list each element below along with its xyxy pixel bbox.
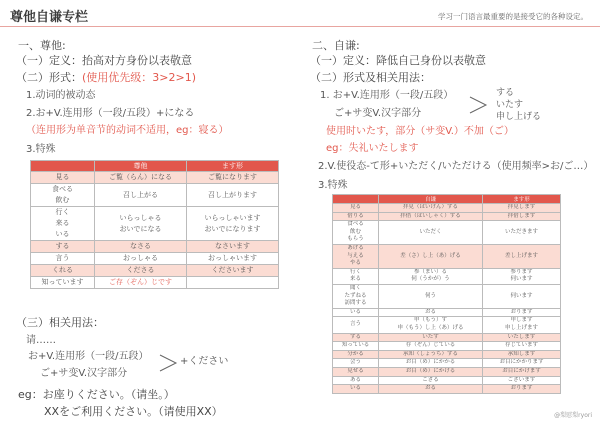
right-item1b: ご+サ变V.汉字部分 <box>334 108 422 119</box>
table-cell <box>187 265 279 277</box>
table-row <box>333 268 561 284</box>
cell-line: 飲む <box>55 196 70 204</box>
cell-line: 見る <box>55 173 70 181</box>
left-usage-heading: （三）相关用法： <box>16 316 104 329</box>
table-cell <box>31 277 95 289</box>
table-cell <box>333 244 379 268</box>
table-row <box>333 350 561 359</box>
cell-line: する <box>55 242 70 250</box>
honorific-table <box>30 160 279 289</box>
page-title: 尊他自谦专栏 <box>10 10 89 25</box>
cell-line: 食べる <box>52 185 73 193</box>
table-row <box>31 241 279 253</box>
cell-line: 食べる <box>347 221 364 228</box>
form-label-text: （二）形式： <box>16 71 82 84</box>
cell-line: 申（もう）す <box>413 317 447 324</box>
right-item3: 3.特殊 <box>318 180 348 191</box>
cell-line: 聞く <box>349 284 361 291</box>
table-cell <box>95 184 187 207</box>
cell-line: 知っています <box>41 278 84 286</box>
cell-line: 拝借します <box>507 212 536 219</box>
table-cell <box>333 385 379 394</box>
table-cell <box>333 350 379 359</box>
cell-line: 訪問する <box>344 300 367 307</box>
cell-line: 伺います <box>510 276 533 283</box>
cell-line: おる <box>424 385 436 392</box>
cell-line: あげる <box>347 244 364 251</box>
cell-line: たずねる <box>344 292 367 299</box>
table-cell <box>95 241 187 253</box>
table-row <box>31 184 279 207</box>
page-subtitle: 学习一门语言最重要的是接受它的各种设定。 <box>438 12 588 21</box>
cell-line: 分かる <box>347 350 364 357</box>
table-cell <box>333 333 379 342</box>
cell-line: お目（め）にかかる <box>405 359 456 366</box>
cell-line: 拝見（はいけん）する <box>402 204 458 210</box>
cell-line: 拝借（はいしゃく）する <box>400 212 461 219</box>
cell-line: 飲む <box>349 228 361 235</box>
cell-line: 伺います <box>510 292 533 299</box>
table-cell <box>333 367 379 376</box>
table-cell <box>483 385 561 394</box>
table-cell <box>31 172 95 184</box>
table-cell <box>333 317 379 333</box>
table-row <box>333 204 561 213</box>
table-row <box>31 172 279 184</box>
table-cell <box>187 253 279 265</box>
table-row <box>31 265 279 277</box>
table-cell <box>483 212 561 221</box>
left-kudasai: +ください <box>180 356 229 367</box>
table-header: ます形 <box>187 161 279 172</box>
cell-line: 知っている <box>341 342 370 349</box>
cell-line: おる <box>424 308 436 315</box>
cell-line: ござる <box>422 376 439 383</box>
table-cell <box>379 308 483 317</box>
table-cell <box>379 367 483 376</box>
cell-line: 申（もう）し上（あ）げる <box>397 324 464 331</box>
table-cell <box>333 342 379 351</box>
table-row <box>31 277 279 289</box>
table-cell <box>187 241 279 253</box>
cell-line: 召し上がる <box>123 190 158 199</box>
cell-line: 言う <box>55 254 70 262</box>
table-cell <box>483 308 561 317</box>
cell-line: おっしゃいます <box>208 254 257 262</box>
cell-line: 会う <box>349 359 361 366</box>
watermark: @梨慰梨ryori <box>554 412 592 419</box>
right-item2: 2.V.使役态-て形+いただく/いただける（使用频率>お/ご…） <box>318 161 594 172</box>
table-header <box>333 195 379 204</box>
table-row <box>333 221 561 245</box>
left-formula2: ご+サ变V.汉字部分 <box>40 368 128 379</box>
header <box>0 0 600 28</box>
cell-line: ございます <box>507 376 536 383</box>
cell-line: もらう <box>347 236 364 243</box>
table-cell <box>31 184 95 207</box>
form-priority-note: (使用优先级：3>2>1) <box>82 71 197 84</box>
table-cell <box>333 221 379 245</box>
cell-line: お目にかかります <box>499 359 544 366</box>
table-cell <box>379 342 483 351</box>
table-header <box>31 161 95 172</box>
table-cell <box>95 207 187 241</box>
table-row <box>333 308 561 317</box>
cell-line: 来る <box>349 276 361 283</box>
cell-line: する <box>349 333 361 340</box>
left-item2-note: （连用形为单音节的动词不适用，eg：寝る） <box>26 125 229 136</box>
cell-line: 借りる <box>347 212 364 219</box>
cell-line: くれる <box>52 266 73 274</box>
table-cell <box>95 253 187 265</box>
table-cell <box>95 277 187 289</box>
cell-line: いらっしゃいます <box>204 213 261 222</box>
left-item3: 3.特殊 <box>26 144 56 155</box>
cell-line: 承知（しょうち）する <box>402 350 458 357</box>
cell-line: 存じています <box>504 342 538 349</box>
cell-line: おいでになる <box>119 224 162 233</box>
cell-line: いたす <box>422 333 439 340</box>
right-note: 使用时いたす，部分（サ变V.）不加（ご） <box>326 126 514 137</box>
table-row <box>333 342 561 351</box>
table-row <box>31 253 279 265</box>
suffix-item: 申し上げる <box>496 112 542 122</box>
table-cell <box>379 385 483 394</box>
left-eg2: XXをご利用ください。（请使用XX） <box>44 405 223 418</box>
suffix-item: する <box>496 88 515 98</box>
left-heading: 一、尊他: <box>18 39 66 52</box>
cell-line: おっしゃる <box>123 254 158 262</box>
cell-line: 見せる <box>347 367 364 374</box>
cell-line: なさいます <box>215 242 250 250</box>
left-please: 请…… <box>26 335 56 346</box>
table-header: ます形 <box>483 195 561 204</box>
table-row <box>333 244 561 268</box>
table-cell <box>95 265 187 277</box>
table-cell <box>31 253 95 265</box>
right-heading: 二、自谦: <box>312 39 360 52</box>
table-cell <box>483 359 561 368</box>
table-cell <box>483 221 561 245</box>
table-row <box>333 212 561 221</box>
table-cell <box>379 359 483 368</box>
cell-line: 言う <box>349 321 361 328</box>
cell-line: お目（め）にかける <box>405 367 456 374</box>
cell-line: 参（まい）る <box>413 268 447 275</box>
humble-table <box>332 194 561 394</box>
cell-line: いただく <box>419 228 442 235</box>
header-divider <box>0 26 600 27</box>
table-cell <box>483 350 561 359</box>
table-row <box>333 385 561 394</box>
table-cell <box>379 317 483 333</box>
left-formula1: お+V.连用形（一段/五段） <box>28 351 149 362</box>
cell-line: 申し上げます <box>504 324 538 331</box>
cell-line: おります <box>510 308 533 315</box>
cell-line: いる <box>349 308 361 315</box>
table-cell <box>483 268 561 284</box>
cell-line: 拝見します <box>507 204 536 210</box>
table-cell <box>379 204 483 213</box>
cell-line: お目にかけます <box>502 367 541 374</box>
cell-line: いる <box>349 385 361 392</box>
right-definition: （一）定义：降低自己身份以表敬意 <box>310 54 486 67</box>
cell-line: 存（ぞん）じている <box>405 342 456 349</box>
cell-line: 差（さ）し上（あ）げる <box>400 252 461 259</box>
table-cell <box>379 333 483 342</box>
cell-line: ある <box>349 376 361 383</box>
cell-line: おいでになります <box>204 224 261 233</box>
cell-line: ご覧（らん）になる <box>109 173 172 181</box>
table-cell <box>379 268 483 284</box>
table-cell <box>333 359 379 368</box>
table-cell <box>187 277 279 289</box>
table-row <box>333 317 561 333</box>
left-item1: 1.动词的被动态 <box>26 90 96 101</box>
table-row <box>333 333 561 342</box>
table-cell <box>31 241 95 253</box>
table-cell <box>333 212 379 221</box>
cell-line: いただきます <box>504 228 538 235</box>
table-row <box>333 359 561 368</box>
table-row <box>333 284 561 308</box>
table-cell <box>379 244 483 268</box>
table-row <box>333 367 561 376</box>
table-cell <box>333 376 379 385</box>
table-cell <box>483 376 561 385</box>
left-form-label <box>16 72 196 83</box>
cell-line: 来る <box>55 219 70 227</box>
cell-line: 召し上がります <box>208 190 257 199</box>
table-cell <box>483 284 561 308</box>
left-definition: （一）定义：抬高对方身份以表敬意 <box>16 54 192 67</box>
table-cell <box>333 284 379 308</box>
cell-line: やる <box>349 260 361 267</box>
table-row <box>333 376 561 385</box>
cell-line: くださる <box>126 266 155 274</box>
table-cell <box>379 284 483 308</box>
table-cell <box>379 212 483 221</box>
cell-line: なさる <box>130 242 151 250</box>
cell-line: いる <box>55 230 70 238</box>
table-row <box>31 207 279 241</box>
cell-line: 与える <box>347 252 364 259</box>
left-item2: 2.お+V.连用形（一段/五段）+になる <box>26 108 195 119</box>
table-cell <box>187 184 279 207</box>
cell-line: 見る <box>349 204 361 210</box>
table-cell <box>483 204 561 213</box>
cell-line: 申します <box>510 317 533 324</box>
cell-line: 伺う <box>424 292 436 299</box>
table-cell <box>483 244 561 268</box>
cell-line: 行く <box>55 208 70 216</box>
table-cell <box>31 265 95 277</box>
cell-line: ご存（ぞん）じです <box>109 278 172 286</box>
left-eg1: eg：お座りください。（请坐。） <box>18 388 175 401</box>
table-header: 尊他 <box>95 161 187 172</box>
right-form-heading: （二）形式及相关用法： <box>310 71 431 84</box>
cell-line: いらっしゃる <box>119 213 162 222</box>
table-cell <box>483 333 561 342</box>
cell-line: おります <box>510 385 533 392</box>
table-cell <box>95 172 187 184</box>
arrow-brace-icon <box>158 352 180 374</box>
cell-line: 参ります <box>510 268 533 275</box>
table-cell <box>379 350 483 359</box>
arrow-brace-icon <box>468 94 490 116</box>
right-eg: eg：失礼いたします <box>326 143 419 154</box>
cell-line: くださいます <box>211 266 254 274</box>
cell-line: いたします <box>507 333 536 340</box>
table-cell <box>483 317 561 333</box>
cell-line: ご覧になります <box>208 173 257 181</box>
table-cell <box>379 376 483 385</box>
table-header: 自谦 <box>379 195 483 204</box>
suffix-item: いたす <box>496 100 524 110</box>
right-suffix-list <box>496 87 541 123</box>
table-cell <box>31 207 95 241</box>
table-cell <box>333 268 379 284</box>
table-cell <box>483 367 561 376</box>
table-cell <box>187 172 279 184</box>
cell-line: 差し上げます <box>504 252 538 259</box>
cell-line: 伺（うかが）う <box>411 276 450 283</box>
cell-line: 行く <box>349 268 361 275</box>
table-cell <box>483 342 561 351</box>
table-cell <box>379 221 483 245</box>
right-item1: 1. お+V.连用形（一段/五段） <box>320 90 454 101</box>
table-cell <box>187 207 279 241</box>
cell-line: 承知します <box>507 350 536 357</box>
table-cell <box>333 308 379 317</box>
table-cell <box>333 204 379 213</box>
